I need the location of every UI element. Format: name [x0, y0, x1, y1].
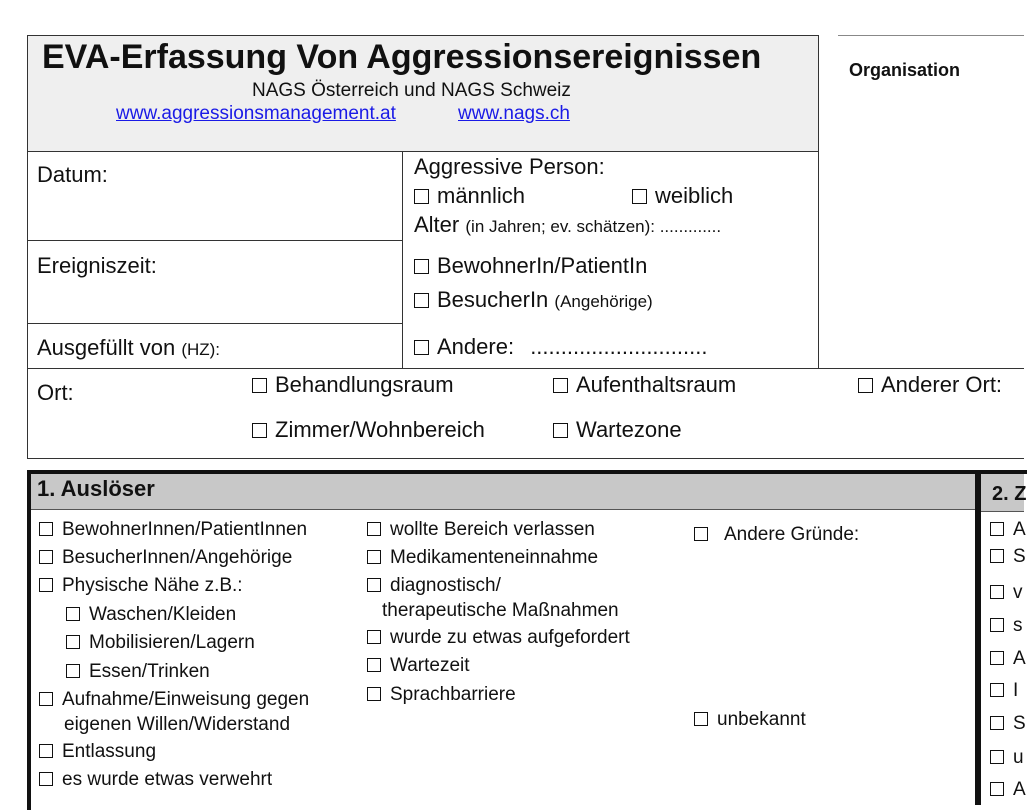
checkbox-icon[interactable]	[990, 683, 1004, 697]
section2-option[interactable]: S	[990, 546, 1026, 568]
checkbox-icon[interactable]	[367, 687, 381, 701]
trigger-option[interactable]: Physische Nähe z.B.:	[39, 575, 243, 597]
checkbox-icon[interactable]	[367, 658, 381, 672]
checkbox-icon[interactable]	[553, 423, 568, 438]
checkbox-icon[interactable]	[66, 664, 80, 678]
checkbox-icon[interactable]	[66, 635, 80, 649]
checkbox-icon[interactable]	[252, 378, 267, 393]
checkbox-icon[interactable]	[39, 692, 53, 706]
checkbox-icon[interactable]	[632, 189, 647, 204]
section-divider	[975, 474, 981, 805]
checkbox-icon[interactable]	[414, 340, 429, 355]
checkbox-icon[interactable]	[367, 578, 381, 592]
alter-hint: (in Jahren; ev. schätzen): .............	[465, 217, 722, 236]
row-divider	[27, 368, 1024, 369]
ausgefuellt-hint: (HZ):	[181, 340, 221, 359]
alter-label: Alter	[414, 212, 460, 237]
ausgefuellt-label: Ausgefüllt von	[37, 335, 176, 360]
besucher-hint: (Angehörige)	[554, 292, 653, 311]
section2-option[interactable]: A	[990, 519, 1026, 541]
checkbox-icon[interactable]	[39, 578, 53, 592]
trigger-option[interactable]: diagnostisch/	[367, 575, 501, 597]
section1-header	[31, 474, 975, 510]
ort-option-behandlungsraum[interactable]: Behandlungsraum	[252, 372, 454, 398]
section2-option[interactable]: v	[990, 582, 1023, 604]
row-divider	[27, 323, 402, 324]
checkbox-icon[interactable]	[990, 782, 1004, 796]
section1-title: 1. Auslöser	[37, 476, 155, 501]
section2-option[interactable]: u	[990, 747, 1024, 769]
ort-option-anderer-ort[interactable]: Anderer Ort:	[858, 372, 1002, 398]
trigger-option-andere[interactable]: Andere Gründe:	[694, 524, 859, 546]
organisation-label: Organisation	[849, 60, 961, 80]
checkbox-icon[interactable]	[990, 549, 1004, 563]
trigger-option[interactable]: Entlassung	[39, 741, 156, 763]
checkbox-icon[interactable]	[694, 712, 708, 726]
ort-option-aufenthaltsraum[interactable]: Aufenthaltsraum	[553, 372, 736, 398]
trigger-suboption[interactable]: Waschen/Kleiden	[66, 604, 236, 626]
trigger-option[interactable]: BesucherInnen/Angehörige	[39, 547, 292, 569]
link-nags[interactable]: www.nags.ch	[458, 103, 570, 124]
organisation-top-rule	[838, 35, 1024, 36]
checkbox-icon[interactable]	[858, 378, 873, 393]
form-middle-divider	[402, 152, 403, 368]
trigger-option-continuation: eigenen Willen/Widerstand	[64, 714, 291, 735]
trigger-option[interactable]: wurde zu etwas aufgefordert	[367, 627, 630, 649]
alter-field[interactable]	[414, 212, 721, 238]
checkbox-icon[interactable]	[252, 423, 267, 438]
trigger-option[interactable]: Wartezeit	[367, 655, 470, 677]
ort-option-wartezone[interactable]: Wartezone	[553, 417, 682, 443]
datum-field[interactable]: Datum:	[37, 162, 108, 187]
checkbox-weiblich[interactable]: weiblich	[632, 183, 733, 209]
header-box	[27, 35, 819, 152]
trigger-option-continuation: therapeutische Maßnahmen	[382, 600, 619, 621]
checkbox-icon[interactable]	[990, 585, 1004, 599]
checkbox-icon[interactable]	[39, 772, 53, 786]
section2-option[interactable]: A	[990, 648, 1026, 670]
checkbox-maennlich[interactable]: männlich	[414, 183, 525, 209]
section2-title: 2. Z	[992, 483, 1027, 505]
trigger-option[interactable]: BewohnerInnen/PatientInnen	[39, 519, 307, 541]
trigger-suboption[interactable]: Mobilisieren/Lagern	[66, 632, 255, 654]
section2-option[interactable]: A	[990, 779, 1026, 801]
trigger-suboption[interactable]: Essen/Trinken	[66, 661, 210, 683]
checkbox-bewohner[interactable]: BewohnerIn/PatientIn	[414, 253, 647, 279]
andere-blank: .............................	[530, 334, 708, 359]
checkbox-icon[interactable]	[990, 618, 1004, 632]
checkbox-icon[interactable]	[367, 630, 381, 644]
checkbox-icon[interactable]	[414, 293, 429, 308]
row-divider	[27, 458, 1024, 459]
row-divider	[27, 240, 402, 241]
section2-option[interactable]: I	[990, 680, 1018, 702]
form-title: EVA-Erfassung Von Aggressionsereignissen	[42, 38, 762, 76]
section2-option[interactable]: S	[990, 713, 1026, 735]
section2-option[interactable]: s	[990, 615, 1023, 637]
checkbox-icon[interactable]	[39, 522, 53, 536]
checkbox-icon[interactable]	[990, 750, 1004, 764]
checkbox-andere[interactable]: Andere: .............................	[414, 334, 707, 360]
ereigniszeit-field[interactable]: Ereigniszeit:	[37, 253, 157, 278]
ausgefuellt-field[interactable]	[37, 335, 220, 361]
link-aggressionsmanagement[interactable]: www.aggressionsmanagement.at	[116, 103, 396, 124]
checkbox-besucher[interactable]: BesucherIn (Angehörige)	[414, 287, 653, 313]
checkbox-icon[interactable]	[553, 378, 568, 393]
aggressive-person-heading: Aggressive Person:	[414, 154, 605, 179]
trigger-option[interactable]: Sprachbarriere	[367, 684, 516, 706]
checkbox-icon[interactable]	[367, 550, 381, 564]
checkbox-icon[interactable]	[990, 651, 1004, 665]
trigger-option-unbekannt[interactable]: unbekannt	[694, 709, 806, 731]
checkbox-icon[interactable]	[990, 716, 1004, 730]
checkbox-icon[interactable]	[367, 522, 381, 536]
checkbox-icon[interactable]	[39, 744, 53, 758]
checkbox-icon[interactable]	[414, 189, 429, 204]
form-left-border	[27, 152, 28, 458]
trigger-option[interactable]: wollte Bereich verlassen	[367, 519, 595, 541]
organisation-divider	[818, 152, 819, 368]
trigger-option[interactable]: es wurde etwas verwehrt	[39, 769, 272, 791]
ort-label: Ort:	[37, 380, 74, 405]
trigger-option[interactable]: Aufnahme/Einweisung gegen	[39, 689, 309, 711]
checkbox-icon[interactable]	[66, 607, 80, 621]
trigger-option[interactable]: Medikamenteneinnahme	[367, 547, 598, 569]
ort-option-zimmer[interactable]: Zimmer/Wohnbereich	[252, 417, 485, 443]
checkbox-icon[interactable]	[414, 259, 429, 274]
form-subtitle: NAGS Österreich und NAGS Schweiz	[252, 80, 571, 101]
checkbox-icon[interactable]	[694, 527, 708, 541]
checkbox-icon[interactable]	[990, 522, 1004, 536]
checkbox-icon[interactable]	[39, 550, 53, 564]
